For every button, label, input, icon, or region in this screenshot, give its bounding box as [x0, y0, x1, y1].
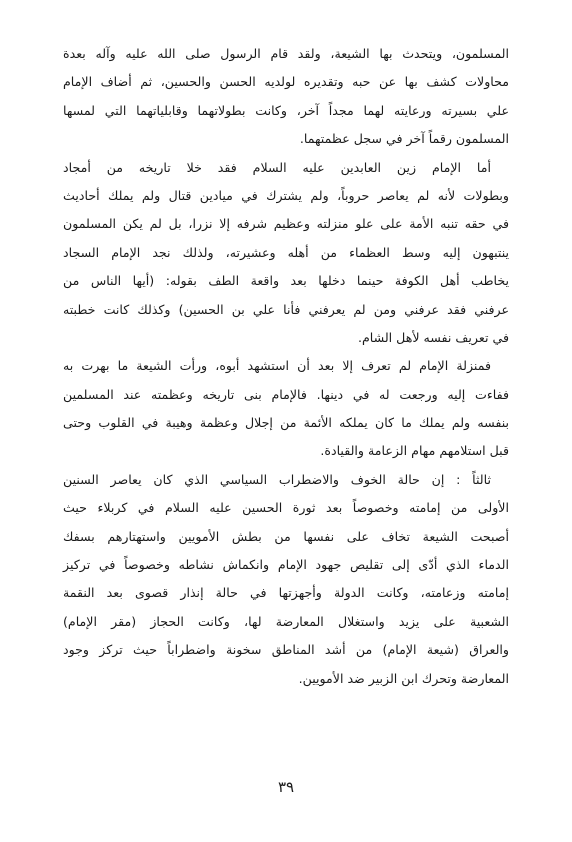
text-line: أما الإمام زين العابدين عليه السلام فقد خلا تاريخه من أمجاد [63, 159, 491, 175]
text-line: المسلمون رقماً آخر في سجل عظمتهما. [299, 131, 509, 147]
text-line: المعارضة وتحرك ابن الزبير ضد الأمويين. [298, 670, 509, 686]
text-line: ففاءت إليه ورجعت له في دينها. فالإمام بنى تاريخه وعظمته عند المسلمين [63, 386, 509, 402]
text-line: وبطولات لأنه لم يعاصر حروباً، ولم يشترك في ميادين قتال ولم يملك أحاديث [63, 187, 509, 203]
body-text [63, 40, 509, 693]
text-line: محاولات كشف بها عن حبه وتقديره لولديه الحسن والحسين، ثم أضاف الإمام [63, 74, 509, 90]
text-line: في تعريف نفسه لأهل الشام. [357, 329, 509, 345]
text-line: قبل استلامهم مهام الزعامة والقيادة. [320, 443, 509, 459]
text-line: الدماء الذي أدّى إلى تقليص جهود الإمام وانكماش نشاطه وخصوصاً في تركيز [63, 557, 509, 573]
text-line: ينتبهون إليه وسط العظماء من أهله وعشيرته، ولذلك نجد الإمام السجاد [63, 244, 509, 260]
paragraph-2 [63, 154, 509, 353]
paragraph-4 [63, 466, 509, 693]
paragraph-3 [63, 352, 509, 466]
text-line: بنفسه ولم يملك ما كان يملكه الأئمة من إجلال وعظمة وهيبة في القلوب وحتى [63, 415, 509, 431]
text-line: المسلمون، ويتحدث بها الشيعة، ولقد قام الرسول صلى الله عليه وآله بعدة [63, 46, 509, 61]
page-number: ٣٩ [277, 778, 295, 796]
text-line: فمنزلة الإمام لم تعرف إلا بعد أن استشهد أبوه، ورأت الشيعة ما بهرت به [63, 358, 491, 374]
text-line: ثالثاً : إن حالة الخوف والاضطراب السياسي الذي كان يعاصر السنين [63, 471, 491, 487]
paragraph-1 [63, 40, 509, 154]
text-line: والعراق (شيعة الإمام) من أشد المناطق سخونة واضطراباً حيث تركز وجود [63, 642, 509, 658]
text-line: الشعبية على يزيد واستغلال المعارضة لها، وكانت الحجاز (مقر الإمام) [63, 613, 509, 629]
text-line: في حقه تنبه الأمة على علو منزلته وعظيم شرفه إلا نزرا، بل لم يكن المسلمون [63, 216, 509, 232]
text-line: عرفني فقد عرفني ومن لم يعرفني فأنا علي بن الحسين) وكذلك كانت خطبته [63, 301, 509, 317]
text-line: الأولى من إمامته وخصوصاً بعد ثورة الحسين عليه السلام في كربلاء حيث [63, 500, 509, 516]
text-line: إمامته وزعامته، وكانت الدولة وأجهزتها في حالة إنذار قصوى بعد النقمة [63, 585, 509, 601]
text-line: يخاطب أهل الكوفة حينما دخلها بعد واقعة الطف بقوله: (أيها الناس من [63, 273, 509, 289]
text-line: علي بسيرته ورعايته لهما مجداً آخر، وكانت بطولاتهما وقابلياتهما التي لمسها [63, 102, 509, 118]
text-line: أصبحت الشيعة تخاف على نفسها من بطش الأمويين واستهتارهم بسفك [63, 528, 509, 544]
